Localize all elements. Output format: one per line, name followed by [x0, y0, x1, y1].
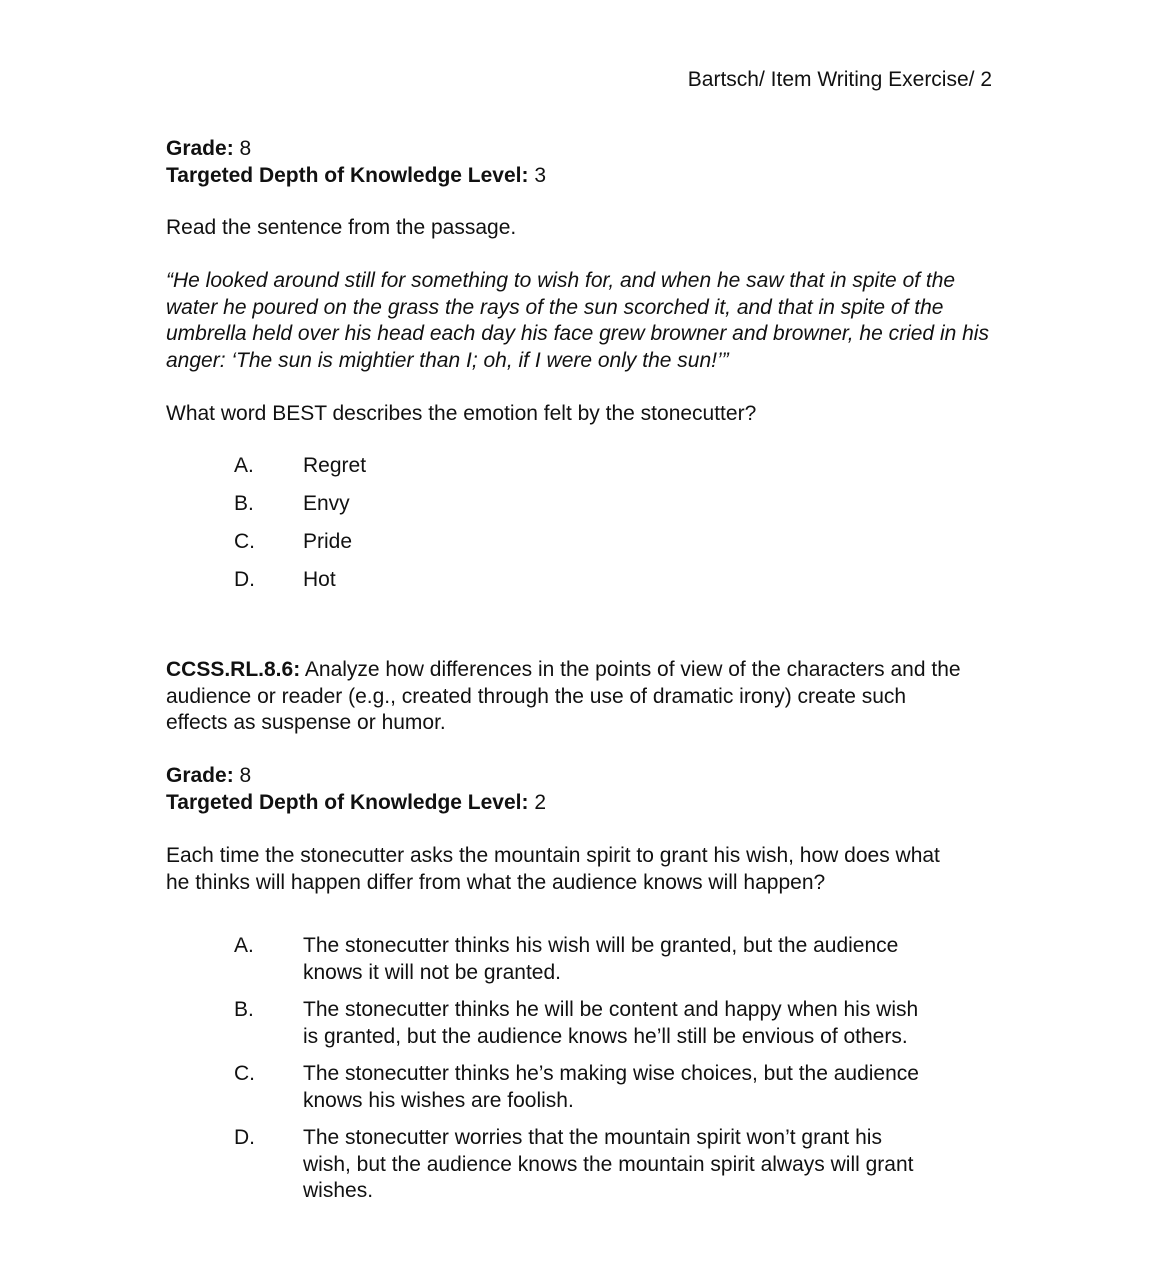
- choice-a[interactable]: [234, 933, 924, 986]
- item1-instruction: Read the sentence from the passage.: [166, 216, 517, 239]
- choice-c[interactable]: [234, 1061, 924, 1114]
- choice-text: The stonecutter thinks he’s making wise choices, but the audience knows his wishes are foolish.: [303, 1062, 919, 1112]
- item1-choices: [234, 453, 994, 605]
- choice-letter: A.: [234, 934, 254, 957]
- dok-label: Targeted Depth of Knowledge Level:: [166, 790, 529, 814]
- item2-grade: [166, 763, 1006, 790]
- choice-letter: A.: [234, 454, 254, 477]
- grade-label: Grade:: [166, 764, 234, 787]
- choice-b[interactable]: [234, 491, 994, 529]
- dok-value: 3: [534, 163, 547, 187]
- grade-value: 8: [239, 764, 252, 787]
- choice-b[interactable]: [234, 997, 924, 1050]
- item1-grade: [166, 136, 1006, 163]
- running-head: Bartsch/ Item Writing Exercise/ 2: [687, 68, 992, 91]
- standard-code: CCSS.RL.8.6:: [166, 658, 301, 681]
- item2-choices: [234, 933, 924, 1216]
- item1-meta: [166, 136, 1006, 189]
- dok-value: 2: [534, 790, 547, 814]
- choice-c[interactable]: [234, 529, 994, 567]
- choice-letter: B.: [234, 492, 254, 515]
- item1-question: What word BEST describes the emotion felt by the stonecutter?: [166, 402, 757, 425]
- choice-d[interactable]: [234, 567, 994, 605]
- standard: [166, 657, 966, 737]
- choice-d[interactable]: [234, 1125, 924, 1205]
- choice-text: The stonecutter worries that the mountain spirit won’t grant his wish, but the audience knows the mountain spirit always will grant wishes.: [303, 1126, 914, 1202]
- passage-quote: “He looked around still for something to wish for, and when he saw that in spite of the water he poured on the grass the rays of the sun scorched it, and that in spite of the umbrella held over his head each day his face grew browner and browner, he cried in his anger: ‘The sun is mightier than I; oh, if I were only the sun!’”: [166, 269, 989, 372]
- grade-label: Grade:: [166, 137, 234, 160]
- choice-text: Pride: [303, 530, 353, 553]
- choice-letter: C.: [234, 1062, 255, 1085]
- choice-letter: C.: [234, 530, 255, 553]
- choice-letter: B.: [234, 998, 254, 1021]
- item2-dok: [166, 790, 1006, 817]
- dok-label: Targeted Depth of Knowledge Level:: [166, 163, 529, 187]
- choice-text: Regret: [303, 454, 367, 477]
- item2-meta: [166, 763, 1006, 816]
- choice-text: Envy: [303, 492, 350, 515]
- choice-text: Hot: [303, 568, 336, 591]
- standard-text: Analyze how differences in the points of view of the characters and the audience or reader (e.g., created through the use of dramatic irony) create such effects as suspense or humor.: [166, 658, 961, 734]
- item1-dok: [166, 163, 1006, 190]
- choice-letter: D.: [234, 1126, 255, 1149]
- item2-question: Each time the stonecutter asks the mountain spirit to grant his wish, how does what he thinks will happen differ from what the audience knows will happen?: [166, 844, 940, 894]
- choice-letter: D.: [234, 568, 255, 591]
- choice-text: The stonecutter thinks his wish will be granted, but the audience knows it will not be granted.: [303, 934, 899, 984]
- choice-a[interactable]: [234, 453, 994, 491]
- choice-text: The stonecutter thinks he will be content and happy when his wish is granted, but the audience knows he’ll still be envious of others.: [303, 998, 919, 1048]
- grade-value: 8: [239, 137, 252, 160]
